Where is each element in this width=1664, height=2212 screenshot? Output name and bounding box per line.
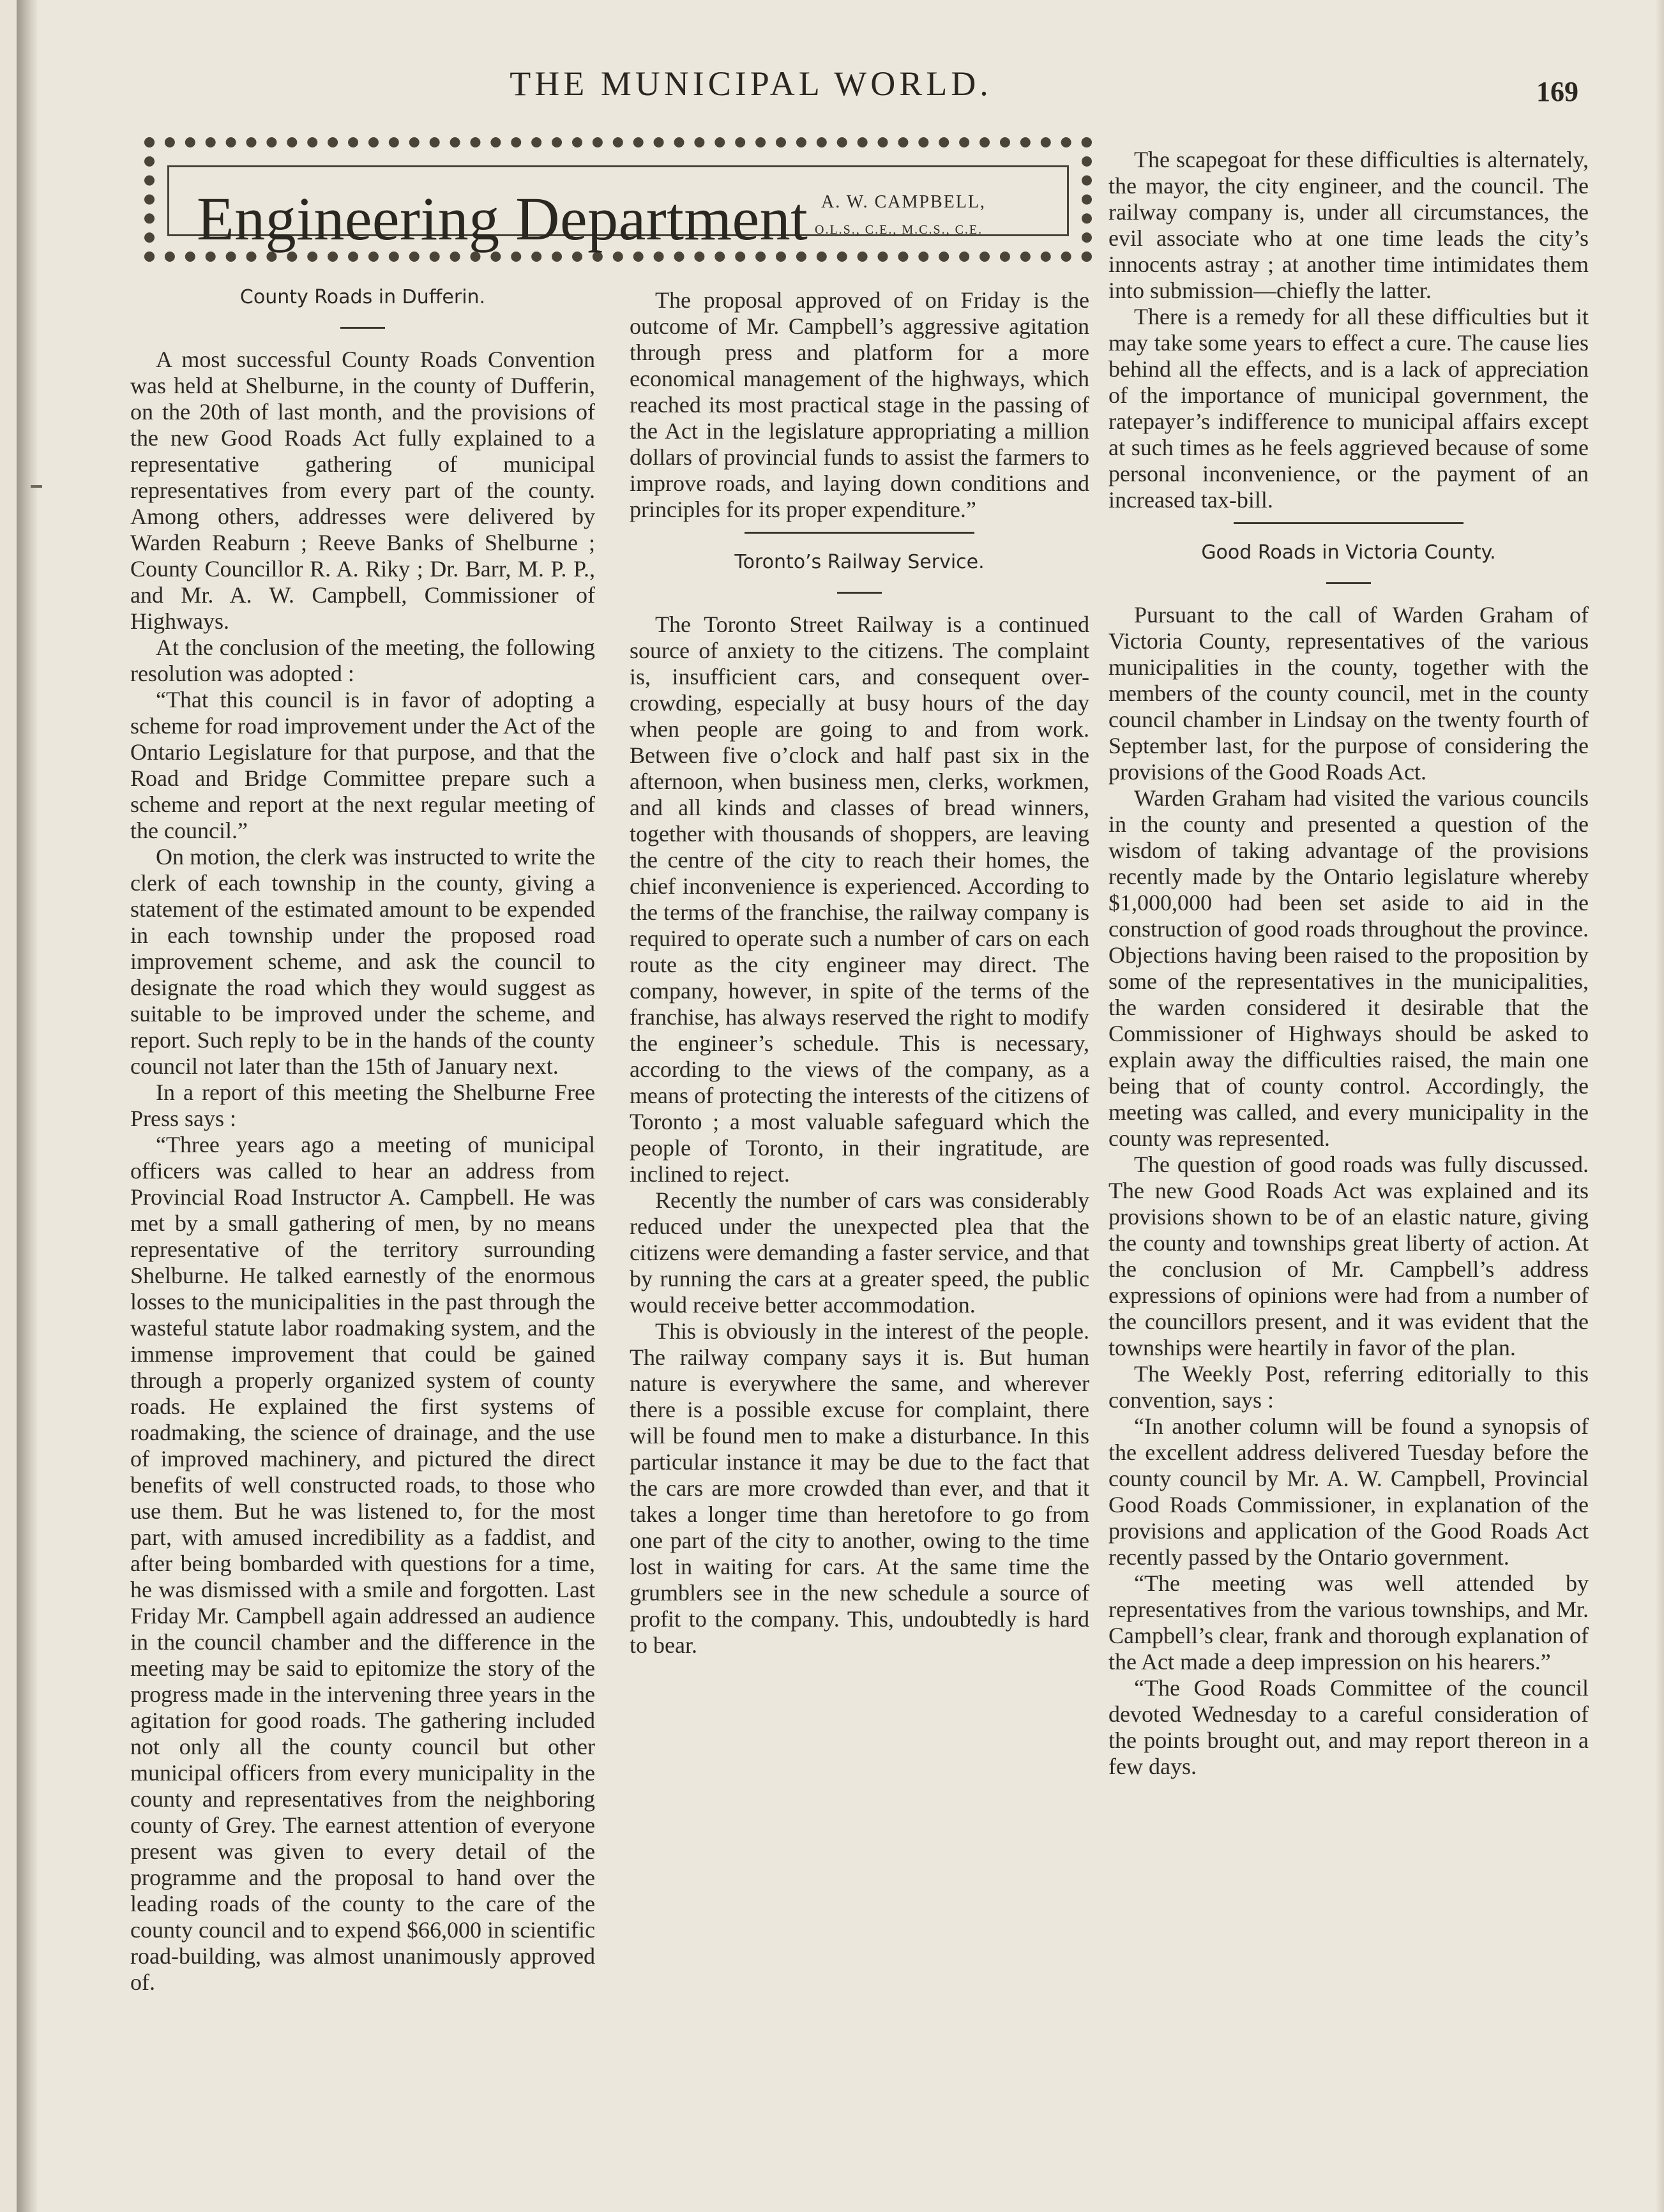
running-header: THE MUNICIPAL WORLD. (510, 64, 992, 103)
section-separator (1234, 522, 1464, 524)
paragraph: On motion, the clerk was instructed to write the clerk of each township in the county, giving a statement of the estimated amount to be expended in each township under the proposed road improvement scheme, and ask the council to designate the road which they would suggest as suitable to be improved under the scheme, and report. Such reply to be in the hands of the county council not later than the 15th of January next. (130, 844, 595, 1079)
binding-gutter (17, 0, 38, 2212)
paragraph: There is a remedy for all these difficulties but it may take some years to effect a cure. The cause lies behind all the effects, and is a lack of appreciation of the importance of municipal government, the ratepayer’s indifference to municipal affairs except at such times as he feels aggrieved because of some personal inconvenience, or the payment of an increased tax-bill. (1108, 304, 1589, 513)
article-title-county-roads: County Roads in Dufferin. (239, 286, 486, 308)
paragraph: The question of good roads was fully discussed. The new Good Roads Act was explained and its provisions shown to be of an elastic nature, giving the county and townships great liberty of action. At the conclusion of Mr. Campbell’s address expressions of opinions were had from a number of the councillors present, and it was evident that the townships were heartily in favor of the plan. (1108, 1152, 1589, 1360)
page-number: 169 (1536, 76, 1578, 107)
title-rule (340, 327, 385, 329)
title-rule (1326, 582, 1371, 584)
paragraph: The scapegoat for these difficulties is alternately, the mayor, the city engineer, and the council. The railway company is, under all circumstances, the evil associate who at one time leads the city’s innocents astray ; at another time intimidates them into submission—chiefly the latter. (1108, 147, 1589, 303)
paragraph: In a report of this meeting the Shelburne Free Press says : (130, 1080, 595, 1131)
paragraph: At the conclusion of the meeting, the following resolution was adopted : (130, 635, 595, 686)
paragraph: “The meeting was well attended by representatives from the various townships, and Mr. Campbell’s clear, frank and thorough explanation of the Act made a deep impression on his hearers.” (1108, 1570, 1589, 1674)
paragraph: Pursuant to the call of Warden Graham of Victoria County, representatives of the various municipalities in the county, together with the members of the county council, met in the county council chamber in Lindsay on the twenty fourth of September last, for the purpose of considering the provisions of the Good Roads Act. (1108, 602, 1589, 785)
paragraph: This is obviously in the interest of the people. The railway company says it is. But human nature is everywhere the same, and wherever there is a possible excuse for complaint, there will be found men to make a disturbance. In this particular instance it may be due to the fact that the cars are more crowded than ever, and that it takes a longer time than heretofore to go from one part of the city to another, owing to the time lost in waiting for cars. At the same time the grumblers see in the new schedule a source of profit to the company. This, undoubtedly is hard to bear. (630, 1318, 1089, 1658)
article-title-victoria-county: Good Roads in Victoria County. (1201, 541, 1496, 564)
paragraph: “The Good Roads Committee of the council devoted Wednesday to a careful consideration of the points brought out, and may report thereon in a few days. (1108, 1675, 1589, 1779)
paragraph: “Three years ago a meeting of municipal officers was called to hear an address from Provincial Road Instructor A. Campbell. He was met by a small gathering of men, by no means representative of the territory surrounding Shelburne. He talked earnestly of the enormous losses to the municipalities in the past through the wasteful statute labor roadmaking system, and the immense improvement that could be gained through a properly organized system of county roads. He explained the first systems of roadmaking, the science of drainage, and the use of improved machinery, and pictured the direct benefits of well constructed roads, to those who use them. But he was listened to, for the most part, with amused incredibility as a faddist, and after being bombarded with questions for a time, he was dismissed with a smile and forgotten. Last Friday Mr. Campbell again addressed an audience in the council chamber and the difference in the meeting may be said to epitomize the story of the progress made in the intervening three years in the agitation for good roads. The gathering included not only all the county council but other municipal officers from every municipality in the county and representatives from the neighboring county of Grey. The earnest attention of everyone present was given to every detail of the programme and the proposal to hand over the leading roads of the county to the care of the county council and to expend $66,000 in scientific road-building, was almost unanimously approved of. (130, 1132, 595, 1995)
department-title: Engineering Department (197, 184, 808, 253)
department-author: A. W. CAMPBELL, (821, 192, 986, 212)
paragraph: The Weekly Post, referring editorially to this convention, says : (1108, 1361, 1589, 1413)
column-1 (130, 284, 595, 1996)
department-banner (144, 137, 1092, 262)
paragraph: The Toronto Street Railway is a continued source of anxiety to the citizens. The complaint is, insufficient cars, and consequent over-crowding, especially at busy hours of the day when people are going to and from work. Between five o’clock and half past six in the afternoon, when business men, clerks, workmen, and all kinds and classes of bread winners, together with thousands of shoppers, are leaving the centre of the city to reach their homes, the chief inconvenience is experienced. According to the terms of the franchise, the railway company is required to operate such a number of cars on each route as the city engineer may direct. The company, however, in spite of the terms of the franchise, has always reserved the right to modify the engineer’s schedule. This is necessary, according to the views of the company, as a means of protecting the interests of the citizens of Toronto ; a most valuable safeguard which the people of Toronto, in their ingratitude, are inclined to reject. (630, 612, 1089, 1187)
paragraph: Recently the number of cars was considerably reduced under the unexpected plea that the citizens were demanding a faster service, and that by running the cars at a greater speed, the public would receive better accommodation. (630, 1187, 1089, 1318)
column-3 (1108, 147, 1589, 1780)
paragraph: “In another column will be found a synopsis of the excellent address delivered Tuesday before the county council by Mr. A. W. Campbell, Provincial Good Roads Commissioner, in explanation of the provisions and application of the Good Roads Act recently passed by the Ontario government. (1108, 1413, 1589, 1570)
paragraph: “That this council is in favor of adopting a scheme for road improvement under the Act of the Ontario Legislature for that purpose, and that the Road and Bridge Committee prepare such a scheme and report at the next regular meeting of the council.” (130, 687, 595, 843)
newspaper-page (17, 0, 1664, 2212)
paragraph: A most successful County Roads Convention was held at Shelburne, in the county of Dufferin, on the 20th of last month, and the provisions of the new Good Roads Act fully explained to a representative gathering of municipal representatives from every part of the county. Among others, addresses were delivered by Warden Reaburn ; Reeve Banks of Shelburne ; County Councillor R. A. Riky ; Dr. Barr, M. P. P., and Mr. A. W. Campbell, Commissioner of Highways. (130, 347, 595, 634)
page-edge (1655, 0, 1664, 2212)
title-rule (837, 592, 882, 594)
article-title-toronto-railway: Toronto’s Railway Service. (734, 551, 985, 573)
paragraph: The proposal approved of on Friday is the outcome of Mr. Campbell’s aggressive agitation through press and platform for a more economical management of the highways, which reached its most practical stage in the passing of the Act in the legislature appropriating a million dollars of provincial funds to assist the farmers to improve roads, and laying down conditions and principles for its proper expenditure.” (630, 287, 1089, 522)
department-credentials: O.L.S., C.E., M.C.S., C.E. (815, 223, 983, 237)
column-2 (630, 287, 1089, 1659)
margin-mark (31, 485, 42, 488)
section-separator (745, 532, 974, 534)
paragraph: Warden Graham had visited the various councils in the county and presented a question of the wisdom of taking advantage of the provisions recently made by the Ontario legislature whereby $1,000,000 had been set aside to aid in the construction of good roads throughout the province. Objections having been raised to the proposition by some of the representatives in the municipalities, the warden considered it desirable that the Commissioner of Highways should be asked to explain away the difficulties raised, the main one being that of county control. Accordingly, the meeting was called, and every municipality in the county was represented. (1108, 785, 1589, 1151)
